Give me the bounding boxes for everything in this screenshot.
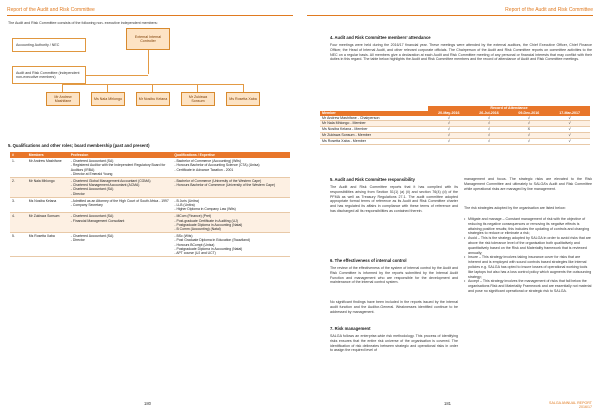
table-cell: - Bachelor of Commerce (University of the Western Cape) - Honours Bachelor of Commerce (University of the Western Cape) bbox=[172, 178, 290, 198]
attendance-mark: √ bbox=[549, 121, 590, 127]
attendance-table bbox=[320, 106, 590, 145]
attendance-date-header: 20-May-2016 bbox=[428, 111, 470, 116]
table-cell: Ms Rosetta Xaba bbox=[27, 233, 69, 257]
table-cell: Ms Nosiba Kelana bbox=[27, 197, 69, 213]
attendance-mark: √ bbox=[470, 127, 509, 133]
attendance-member-name: Mr Nala Mhlongo - Member bbox=[320, 121, 428, 127]
table-cell: - Chartered Accountant (SA) - Registered Auditor with the Independent Regulatory Board for Auditors (IRBA) - Director at Emerald Young bbox=[69, 158, 173, 177]
attendance-date-header: 26-Jul-2016 bbox=[470, 111, 509, 116]
attendance-mark: √ bbox=[549, 138, 590, 144]
table-row bbox=[320, 138, 590, 144]
section-7-heading: 7. Risk management bbox=[330, 326, 371, 331]
org-connector bbox=[86, 75, 148, 76]
attendance-mark: √ bbox=[470, 132, 509, 138]
right-page bbox=[300, 0, 600, 416]
attendance-table-body bbox=[320, 116, 590, 144]
table-cell: Mr Zukiswa Sonsum bbox=[27, 213, 69, 233]
list-item: • Avoid – This is the strategy adopted by SALGA in order to avoid risks that are above the risk tolerance level of the organisation both qualitatively and quantitatively based on the Risk and Materiality framework that is reviewed annually; bbox=[464, 236, 591, 255]
org-member-5: Ms Rosetta Xaba bbox=[226, 92, 260, 106]
org-box-audit-committee: Audit and Risk Committee (independent non-executive members) bbox=[12, 66, 86, 84]
table-row bbox=[10, 178, 290, 198]
table-row bbox=[10, 158, 290, 177]
org-connector bbox=[243, 84, 244, 92]
members-table bbox=[10, 152, 290, 257]
org-connector bbox=[62, 84, 244, 85]
table-cell: 3. bbox=[10, 197, 27, 213]
org-connector bbox=[197, 84, 198, 92]
list-item: • Insure – This strategy involves taking insurance cover for risks that are inherent and is employed with sound controls based strategies like internal policies e.g. SALGA has opted to insure losses of operational working tools like laptops but also has a loss control policy which augments the outsourcing strategy; bbox=[464, 255, 592, 279]
attendance-mark: √ bbox=[508, 132, 549, 138]
table-cell: 4. bbox=[10, 213, 27, 233]
section-5-responsibility-heading: 5. Audit and Risk Committee responsibility bbox=[330, 177, 416, 182]
table-cell: Mr Andrew Mashifane bbox=[27, 158, 69, 177]
attendance-member-name: Mr Andrew Mashifane - Chairperson bbox=[320, 116, 428, 121]
attendance-mark: √ bbox=[470, 116, 509, 121]
section-4-heading: 4. Audit and Risk Committee members’ attendance bbox=[330, 35, 431, 40]
attendance-date-header: 17-Mar-2017 bbox=[549, 111, 590, 116]
report-title: SALGA ANNUAL REPORT bbox=[549, 400, 592, 405]
attendance-paragraph: Four meetings were held during the 2016/17 financial year. These meetings were attended by the external auditors, the Chief Executive Officer, Chief Finance Officer, the Head of Internal Audit, and other relevant corporate officials. The Chairperson of the Audit and Risk Committee reports on committee activities to the NEC on a regular basis. All members give a declaration at each Audit and Risk Committee meeting of any personal or financial interests that may conflict with their duties in this regard. The table below highlights the Audit and Risk Committee members and the record of attendance of Audit and Risk Committee meetings. bbox=[330, 43, 592, 62]
attendance-mark: X bbox=[508, 127, 549, 133]
attendance-mark: √ bbox=[549, 116, 590, 121]
risk-strategies-intro: The risk strategies adopted by the organisation are listed below: bbox=[464, 206, 566, 210]
internal-control-paragraph-2: No significant findings have been included in the reports issued by the internal audit function and the Auditor-General. Weaknesses identified continue to be addressed by management. bbox=[330, 300, 458, 314]
attendance-mark: √ bbox=[428, 138, 470, 144]
report-year: 2016/17 bbox=[579, 405, 592, 410]
col-header-number: # bbox=[10, 152, 27, 158]
table-cell: 2. bbox=[10, 178, 27, 198]
org-chart bbox=[12, 28, 288, 136]
table-cell: - Bachelor of Commerce (Accounting) (Wits) - Honours Bachelor of Accounting Science (CTA) (Unisa) - Certificate in Advance Taxation - 2001 bbox=[172, 158, 290, 177]
attendance-mark: √ bbox=[428, 121, 470, 127]
table-cell: - Chartered Accountant (SA) - Financial Management Consultant bbox=[69, 213, 173, 233]
attendance-member-header: Member bbox=[320, 111, 428, 116]
org-member-4: Mr Zukiswa Sonsum bbox=[181, 92, 215, 106]
running-head-right: Report of the Audit and Risk Committee bbox=[307, 6, 593, 16]
table-row bbox=[10, 233, 290, 257]
attendance-mark: √ bbox=[549, 127, 590, 133]
table-cell: 5. bbox=[10, 233, 27, 257]
table-cell: - Chartered Global Management Accountant (CGMA) - Chartered Management Accountant (ACMA) - Chartered Accountant (SA) - Director bbox=[69, 178, 173, 198]
running-head-left: Report of the Audit and Risk Committee bbox=[7, 6, 293, 16]
report-footer bbox=[549, 401, 592, 410]
members-table-body bbox=[10, 158, 290, 257]
col-header-members: Members bbox=[27, 152, 69, 158]
table-cell: - Admitted as an Attorney of the High Court of South Africa - 1997 - Company Secretary bbox=[69, 197, 173, 213]
attendance-mark: √ bbox=[428, 127, 470, 133]
attendance-member-name: Mr Zukiswa Sonsum - Member bbox=[320, 132, 428, 138]
table-row bbox=[10, 197, 290, 213]
col-header-profession: Profession bbox=[69, 152, 173, 158]
org-member-3: Mr Nosibu Kelana bbox=[136, 92, 170, 106]
table-cell: - Chartered Accountant (SA) - Director bbox=[69, 233, 173, 257]
attendance-mark: √ bbox=[428, 132, 470, 138]
table-cell: - B Juris (Unitra) - LLB (Unitra) - Higher Diploma in Company Law (Wits) bbox=[172, 197, 290, 213]
risk-management-paragraph: SALGA follows an enterprise-wide risk methodology. This process of identifying risks ensures that the entire risk universe of the organisation is covered. The identification of risk delineates between strategic and operational risks in order to assign the required level of bbox=[330, 334, 458, 353]
risk-strategies-list bbox=[464, 217, 592, 294]
org-connector bbox=[62, 84, 63, 92]
table-cell: Mr Nala Mhlongo bbox=[27, 178, 69, 198]
intro-text: The Audit and Risk Committee consists of the following non- executive independent members: bbox=[8, 21, 158, 25]
attendance-mark: √ bbox=[508, 138, 549, 144]
section-6-heading: 6. The effectiveness of internal control bbox=[330, 258, 407, 263]
org-box-accounting-authority: Accounting Authority / NEC bbox=[12, 38, 86, 52]
attendance-member-name: Ms Nosiba Kelana - Member bbox=[320, 127, 428, 133]
attendance-mark: √ bbox=[508, 121, 549, 127]
attendance-mark: √ bbox=[470, 121, 509, 127]
col-header-qualifications: Qualifications / Expertise bbox=[172, 152, 290, 158]
responsibility-paragraph: The Audit and Risk Committee reports that it has complied with its responsibilities arising from Section 51(1) (a) (ii) and section 76(4) (d) of the PFMA as well as Treasury Regulations 27.1. The audit committee adopted appropriate formal terms of reference as its Audit and Risk Committee charter and has regulated its affairs in compliance with these terms of reference and has discharged all its responsibilities as contained therein. bbox=[330, 185, 458, 213]
org-connector bbox=[152, 84, 153, 92]
list-item: • Accept – This strategy involves the management of risks that fall below the organisations Risk and Materiality Framework and are essentially not material and pose no significant operational or strategic risk to SALGA. bbox=[464, 279, 592, 293]
table-cell: - MCom (Finance) (Pret) - Post-graduate Certificate in Auditing (UJ) - Postgraduate Diploma in Accounting (Natal) - B Comm (Accounting) (Natal) bbox=[172, 213, 290, 233]
org-connector bbox=[107, 84, 108, 92]
org-box-top: External Internal Controller bbox=[126, 28, 170, 50]
internal-control-paragraph-1: The review of the effectiveness of the system of internal control by the Audit and Risk Committee is informed by the reports submitted by the Internal Audit Function and management who are responsible for the development and maintenance of the internal control system. bbox=[330, 266, 458, 285]
table-cell: 1. bbox=[10, 158, 27, 177]
attendance-mark: √ bbox=[549, 132, 590, 138]
attendance-date-header: 09-Dec-2016 bbox=[508, 111, 549, 116]
table-row bbox=[10, 213, 290, 233]
attendance-group-header: Record of Attendance bbox=[428, 106, 590, 111]
page-number-left: 180 bbox=[144, 401, 151, 406]
org-member-2: Ms Nala Mhlongo bbox=[91, 92, 125, 106]
risk-escalation-paragraph: management and focus. The strategic risks are elevated to the Risk Management Committee and ultimately to SALGA’s Audit and Risk Committee while operational risks are managed by line management. bbox=[464, 177, 592, 191]
attendance-mark: √ bbox=[470, 138, 509, 144]
table-cell: - BSc (Wits) - Post Graduate Diploma in Education (Swaziland) - Honours BCompt (Unisa) - Postgraduate Diploma in Accounting (Natal) - APT course (UJ and UCT) bbox=[172, 233, 290, 257]
org-member-1: Mr Andrew Mashifane bbox=[46, 92, 80, 106]
attendance-member-name: Ms Rosetta Xaba - Member bbox=[320, 138, 428, 144]
section-5-heading: 5. Qualifications and other roles; board membership (past and present) bbox=[8, 143, 150, 148]
org-connector bbox=[148, 50, 149, 74]
attendance-mark: √ bbox=[508, 116, 549, 121]
attendance-mark: √ bbox=[428, 116, 470, 121]
list-item: • Mitigate and manage – Constant management of risk with the objective of reducing its negative consequences or removing its negative effects is attaining positive results; this includes the updating of controls and changing strategies to reduce or eliminate a risk; bbox=[464, 217, 590, 236]
page-number-right: 181 bbox=[444, 401, 451, 406]
